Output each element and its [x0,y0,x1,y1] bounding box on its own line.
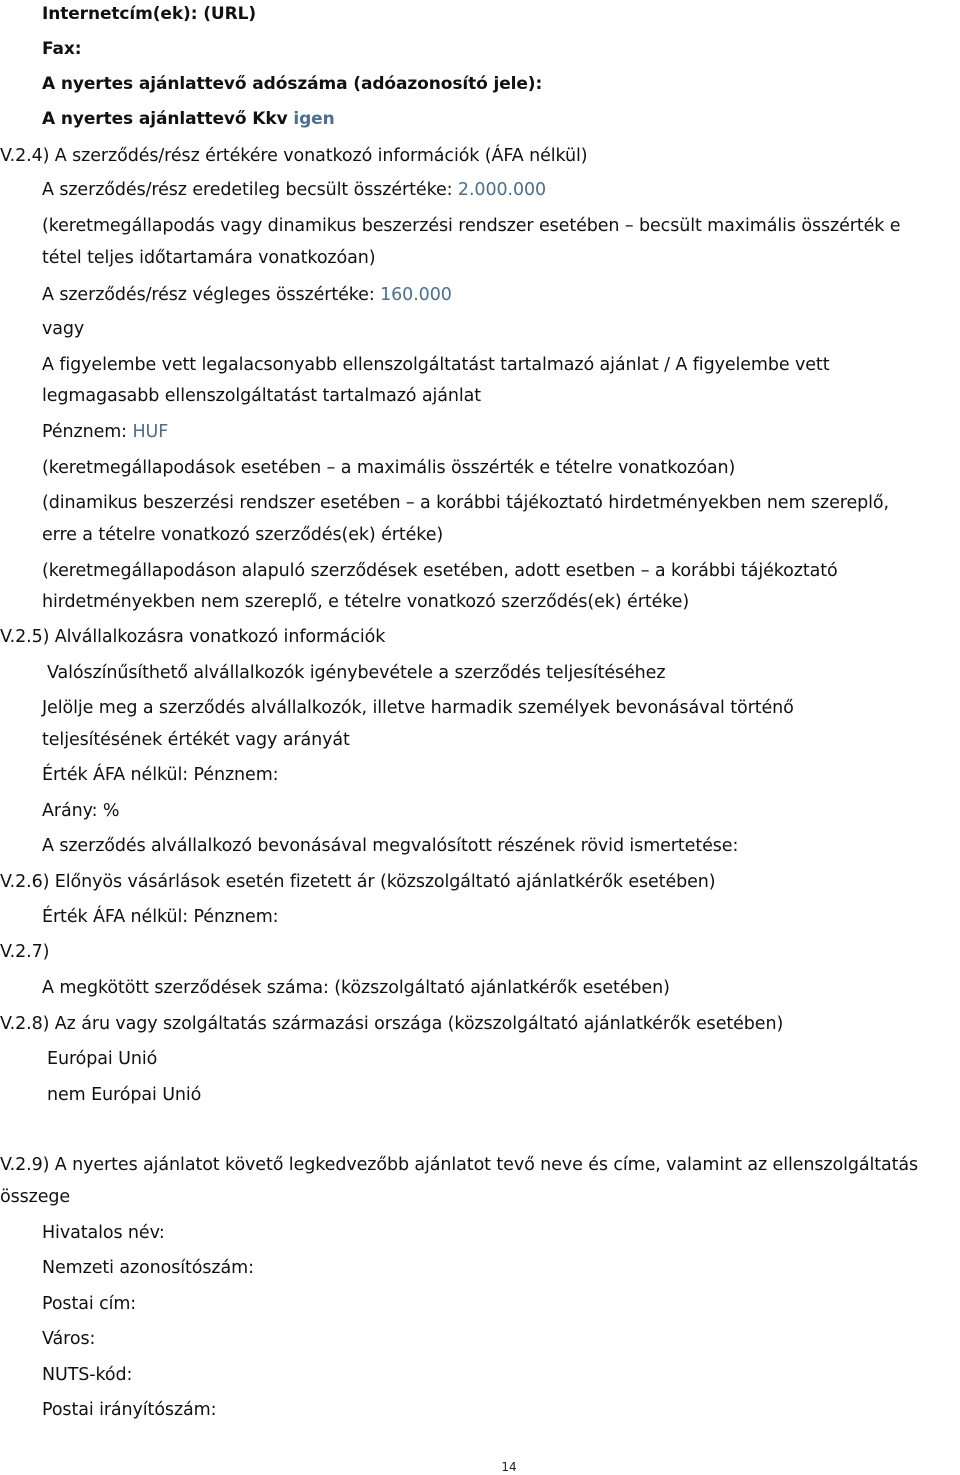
v24-currency-label: Pénznem: [42,422,127,442]
v29-postcode: Postai irányítószám: [42,1400,217,1420]
v24-heading: V.2.4) A szerződés/rész értékére vonatkozó információk (ÁFA nélkül) [0,146,588,166]
v25-indicate-1: Jelölje meg a szerződés alvállalkozók, illetve harmadik személyek bevonásával történő [42,698,794,718]
v27-contracts-label: A megkötött szerződések száma: (közszolgáltató ajánlatkérők esetében) [42,978,670,998]
page-number: 14 [501,1460,517,1474]
v25-likely: Valószínűsíthető alvállalkozók igénybevétele a szerződés teljesítéséhez [47,663,666,683]
v29-city: Város: [42,1329,96,1349]
v25-ratio-label: Arány: % [42,801,120,821]
v24-note-based-2: hirdetményekben nem szereplő, e tételre vonatkozó szerződés(ek) értéke) [42,592,690,612]
v27-heading: V.2.7) [0,942,50,962]
v29-nuts: NUTS-kód: [42,1365,133,1385]
winner-fax-label: Fax: [42,39,82,59]
v24-currency-row [42,421,168,443]
winner-kkv-label: A nyertes ajánlattevő Kkv [42,109,288,129]
winner-tax-label: A nyertes ajánlattevő adószáma (adóazonosító jele): [42,74,543,94]
v24-framework-note-2: tétel teljes időtartamára vonatkozóan) [42,248,376,268]
v24-framework-note-1: (keretmegállapodás vagy dinamikus beszerzési rendszer esetében – becsült maximális összérték e [42,216,901,236]
v25-value-label: Érték ÁFA nélkül: Pénznem: [42,765,279,785]
v26-heading: V.2.6) Előnyös vásárlások esetén fizetett ár (közszolgáltató ajánlatkérők esetében) [0,872,716,892]
v28-heading: V.2.8) Az áru vagy szolgáltatás származási országa (közszolgáltató ajánlatkérők esetében) [0,1014,784,1034]
v29-heading-1: V.2.9) A nyertes ajánlatot követő legkedvezőbb ajánlatot tevő neve és címe, valamint az ellenszolgáltatás [0,1155,919,1175]
v24-currency-value: HUF [132,422,169,442]
v24-estimated-value: 2.000.000 [457,180,547,200]
winner-internet-label: Internetcím(ek): (URL) [42,4,257,24]
v24-estimated-label: A szerződés/rész eredetileg becsült összértéke: [42,180,453,200]
v24-note-framework: (keretmegállapodások esetében – a maximális összérték e tételre vonatkozóan) [42,458,736,478]
winner-kkv-row [42,108,335,130]
v24-lowest-highest-2: legmagasabb ellenszolgáltatást tartalmazó ajánlat [42,386,481,406]
v24-estimated-row [42,179,546,201]
v28-option-eu: Európai Unió [47,1049,158,1069]
v25-heading: V.2.5) Alvállalkozásra vonatkozó információk [0,627,386,647]
v29-national-id: Nemzeti azonosítószám: [42,1258,254,1278]
winner-kkv-value: igen [293,109,335,129]
v24-final-row [42,284,452,306]
v24-final-value: 160.000 [380,285,452,305]
v28-option-non-eu: nem Európai Unió [47,1085,202,1105]
v24-note-based-1: (keretmegállapodáson alapuló szerződések esetében, adott esetben – a korábbi tájékoztató [42,561,838,581]
v25-description-label: A szerződés alvállalkozó bevonásával megvalósított részének rövid ismertetése: [42,836,739,856]
v29-heading-2: összege [0,1187,71,1207]
v24-note-dynamic-1: (dinamikus beszerzési rendszer esetében – a korábbi tájékoztató hirdetményekben nem szereplő, [42,493,889,513]
v24-or: vagy [42,319,85,339]
v24-note-dynamic-2: erre a tételre vonatkozó szerződés(ek) értéke) [42,525,444,545]
v29-postal-address: Postai cím: [42,1294,137,1314]
v26-value-label: Érték ÁFA nélkül: Pénznem: [42,907,279,927]
v25-indicate-2: teljesítésének értékét vagy arányát [42,730,350,750]
v24-final-label: A szerződés/rész végleges összértéke: [42,285,375,305]
v24-lowest-highest-1: A figyelembe vett legalacsonyabb ellenszolgáltatást tartalmazó ajánlat / A figyelembe vett [42,355,830,375]
v29-official-name: Hivatalos név: [42,1223,165,1243]
